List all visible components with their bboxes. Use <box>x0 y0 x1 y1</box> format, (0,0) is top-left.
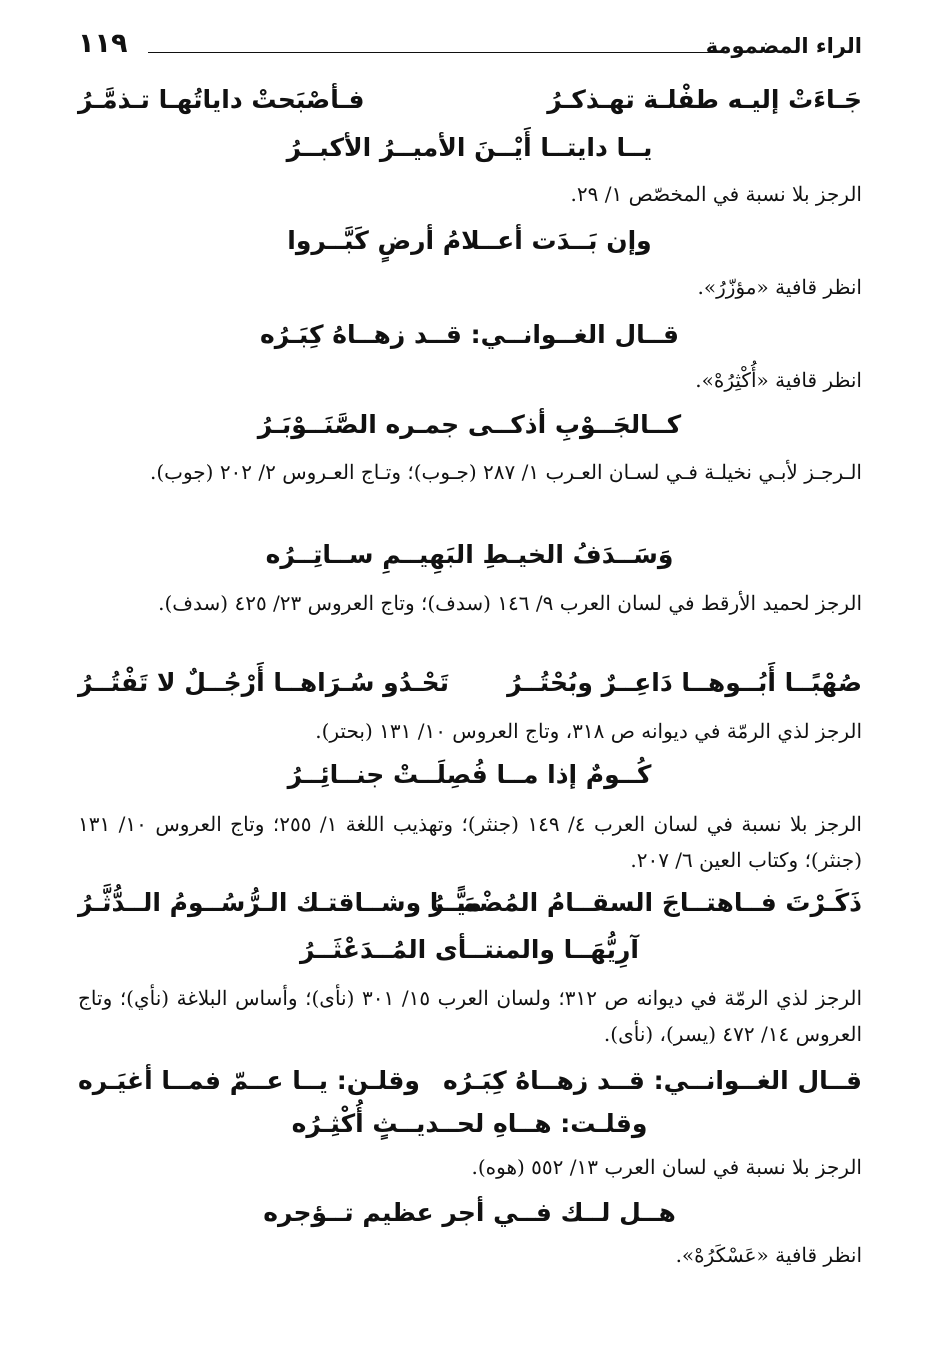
citation-note: الرجز بلا نسبة في المخصّص ١/ ٢٩. <box>570 182 862 206</box>
verse-hemistich-second: وقلـن: يــا عــمّ فمــا أغيَـره <box>78 1066 420 1095</box>
citation-note: الرجز لذي الرمّة في ديوانه ص ٣١٨، وتاج العروس ١٠/ ١٣١ (بحتر). <box>315 719 862 743</box>
verse-couplet <box>78 888 862 928</box>
chapter-title: الراء المضمومة <box>705 34 862 58</box>
verse-line: وإن بَــدَت أعــلامُ أرضٍ كَبَّــروا <box>287 226 652 255</box>
verse-hemistich-first: قــال الغــوانــي: قــد زهــاهُ كِبَـرُه <box>443 1066 862 1095</box>
verse-line: كــالجَــوْبِ أذكــى جمـره الصَّنَــوْبَـرُ <box>257 410 682 439</box>
citation-note: الرجز بلا نسبة في لسان العرب ١٣/ ٥٥٢ (هوه). <box>471 1155 862 1179</box>
verse-line: وَسَــدَفُ الخيـطِ البَهِيــمِ ســاتِــرُه <box>265 540 674 569</box>
citation-note: الرجز بلا نسبة في لسان العرب ٤/ ١٤٩ (جنثر)؛ وتهذيب اللغة ١/ ٢٥٥؛ وتاج العروس ١٠/ ١٣١ (جنثر)؛ وكتاب العين ٦/ ٢٠٧. <box>78 812 862 872</box>
verse-hemistich-second: فـأصْبَحتْ داياتُهـا تـذمَّـرُ <box>78 85 365 114</box>
verse-hemistich-first: ذَكَـرْتَ فــاهتــاجَ السقــامُ المُضْمَــرُ <box>429 888 862 917</box>
verse-line: آرِيُّهَــا والمنتــأى المُــدَعْثَــرُ <box>300 935 639 964</box>
verse-couplet <box>78 668 862 708</box>
header-rule <box>148 52 728 53</box>
citation-note: الـرجـز لأبـي نخيلـة فـي لسـان العـرب ١/ ٢٨٧ (جـوب)؛ وتـاج العـروس ٢/ ٢٠٢ (جوب). <box>149 460 862 484</box>
verse-hemistich-second: تَحْـدُو سُـرَاهــا أَرْجُــلٌ لا تَفْتُــرُ <box>78 668 450 697</box>
verse-line: كُــومٌ إذا مــا فُصِلَــتْ جنــائِــرُ <box>287 760 652 789</box>
verse-line: وقلـت: هــاهِ لحــديــثٍ أُكْثِـرُه <box>291 1109 648 1138</box>
verse-line: هــل لــك فــي أجر عظيم تــؤجره <box>263 1198 676 1227</box>
citation-note: انظر قافية «عَسْكَرُهْ». <box>675 1243 862 1267</box>
verse-couplet <box>78 85 862 125</box>
citation-note: انظر قافية «مؤزّرُ». <box>697 275 862 299</box>
citation-note: انظر قافية «أُكْثِرُهْ». <box>695 368 862 392</box>
verse-hemistich-first: صُهْبًــا أَبُــوهــا دَاعِــرٌ وبُحْتُــرُ <box>507 668 862 697</box>
verse-line: يــا دايتــا أَيْــنَ الأميــرُ الأكبــرُ <box>286 133 653 162</box>
citation-note: الرجز لذي الرمّة في ديوانه ص ٣١٢؛ ولسان العرب ١٥/ ٣٠١ (نأى)؛ وأساس البلاغة (نأي)؛ وتاج العروس ١٤/ ٤٧٢ (يسر)، (نأى). <box>78 986 863 1046</box>
verse-hemistich-second: ميًّــا وشــاقتـك الـرُّسُــومُ الــدُّثَّـرُ <box>78 888 482 917</box>
running-header <box>78 30 862 66</box>
verse-couplet <box>78 1066 862 1106</box>
page-number: ١١٩ <box>78 28 128 59</box>
verse-line: قــال الغــوانــي: قــد زهــاهُ كِبَـرُه <box>260 320 679 349</box>
verse-hemistich-first: جَـاءَتْ إليـه طفْلـة تهـذكـرُ <box>547 85 862 114</box>
citation-note: الرجز لحميد الأرقط في لسان العرب ٩/ ١٤٦ (سدف)؛ وتاج العروس ٢٣/ ٤٢٥ (سدف). <box>158 591 862 615</box>
